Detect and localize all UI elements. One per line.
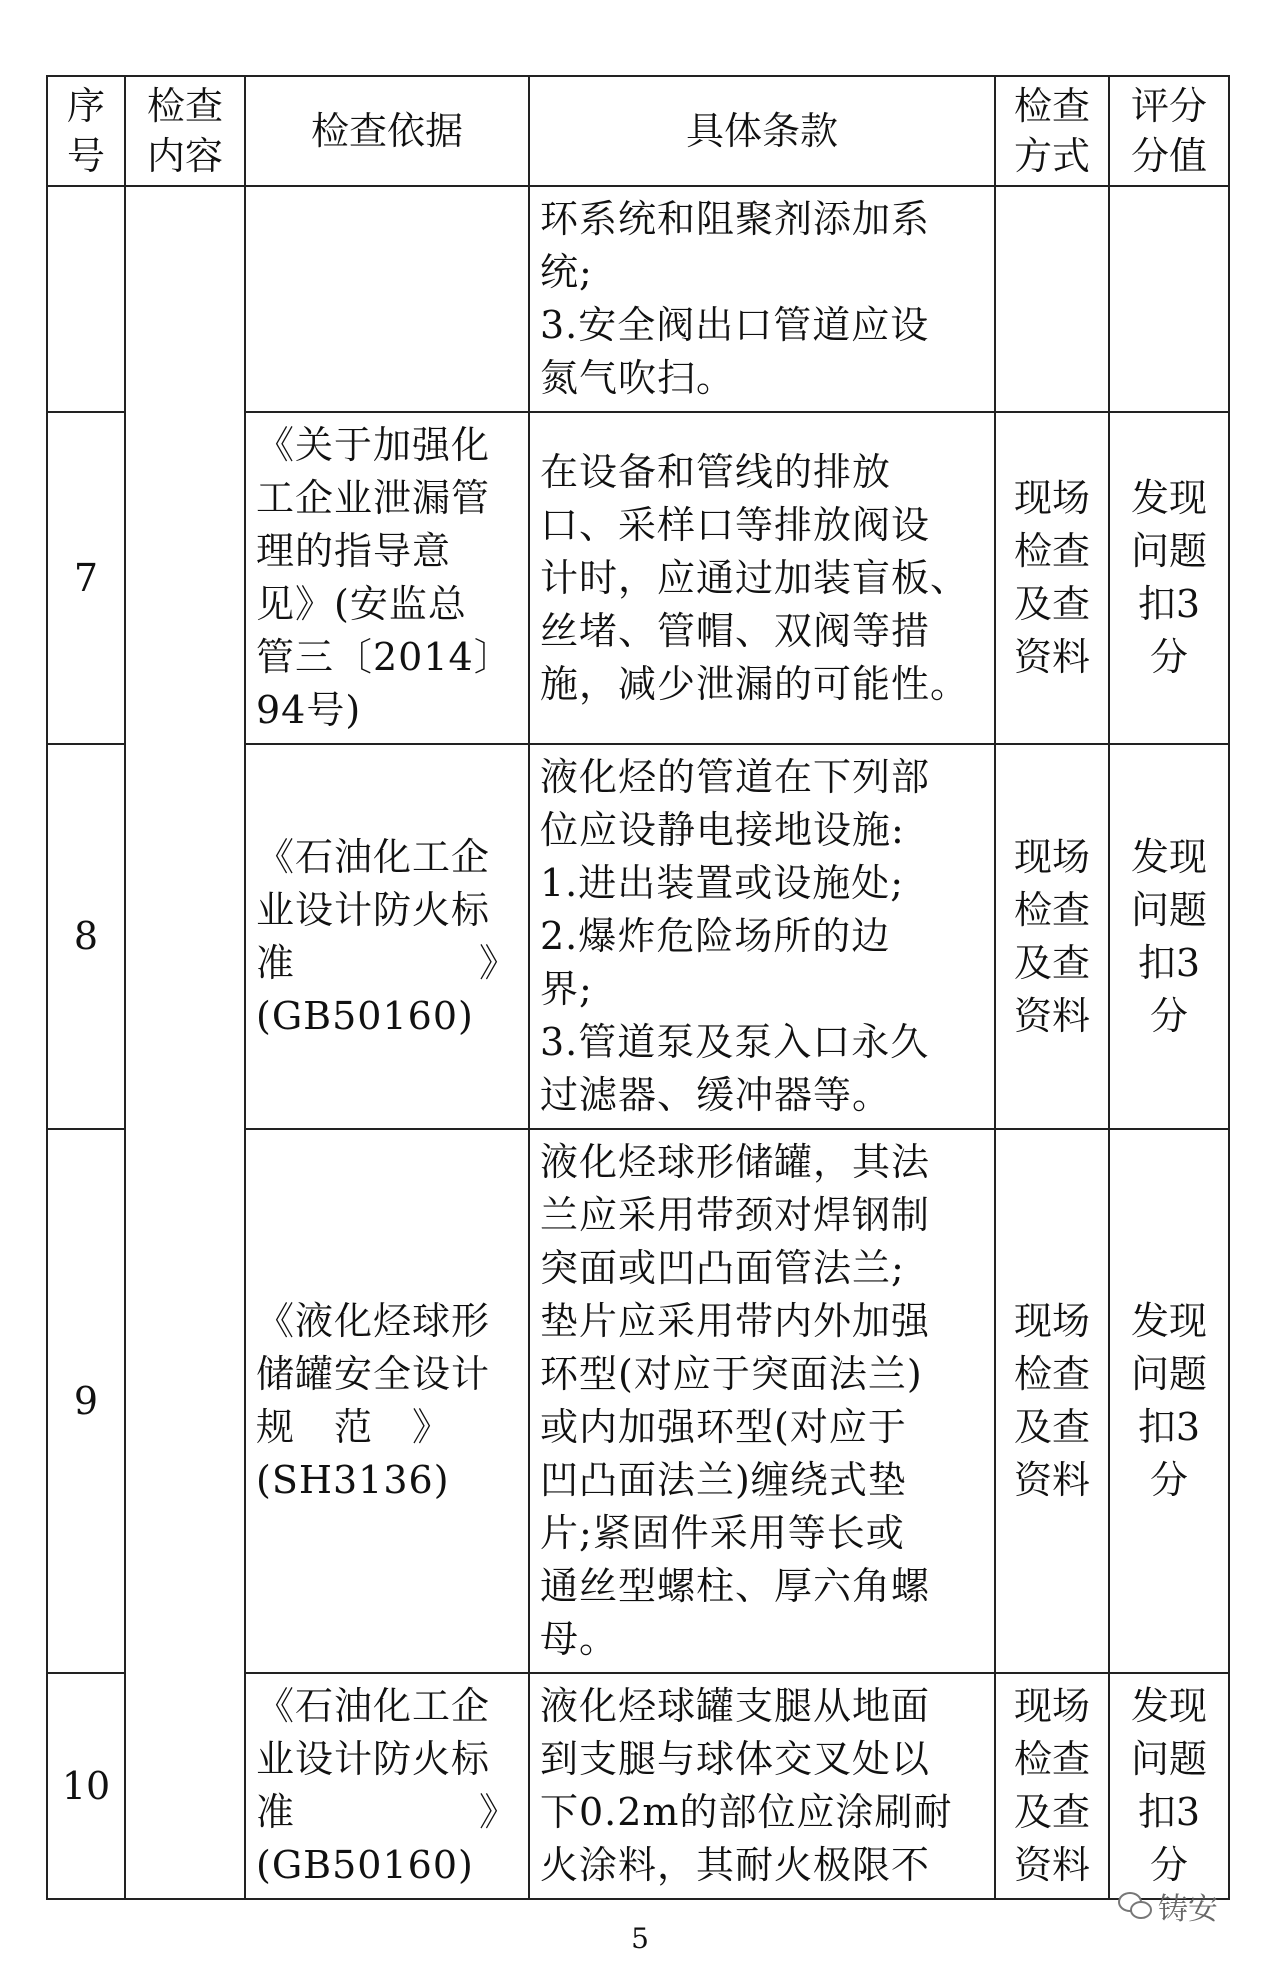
row-clause: 环系统和阻聚剂添加系 统; 3.安全阀出口管道应设 氮气吹扫。 bbox=[529, 186, 995, 412]
row-clause: 在设备和管线的排放 口、采样口等排放阀设 计时，应通过加装盲板、 丝堵、管帽、双阀等措 施，减少泄漏的可能性。 bbox=[529, 412, 995, 744]
row-clause: 液化烃球形储罐，其法 兰应采用带颈对焊钢制 突面或凹凸面管法兰; 垫片应采用带内外加强 环型(对应于突面法兰) 或内加强环型(对应于 凹凸面法兰)缠绕式垫 片;紧固件采用等长或 通丝型螺柱、厚六角螺 母。 bbox=[529, 1129, 995, 1673]
row-method: 现场 检查 及查 资料 bbox=[995, 412, 1109, 744]
row-seq: 7 bbox=[47, 412, 125, 744]
row-method: 现场 检查 及查 资料 bbox=[995, 1673, 1109, 1899]
header-basis: 检查依据 bbox=[245, 76, 529, 186]
row-seq: 9 bbox=[47, 1129, 125, 1673]
row-method bbox=[995, 186, 1109, 412]
header-seq: 序 号 bbox=[47, 76, 125, 186]
header-clause: 具体条款 bbox=[529, 76, 995, 186]
row-clause: 液化烃球罐支腿从地面 到支腿与球体交叉处以 下0.2m的部位应涂刷耐 火涂料，其耐火极限不 bbox=[529, 1673, 995, 1899]
row-seq: 8 bbox=[47, 744, 125, 1129]
row-score: 发现 问题 扣3 分 bbox=[1109, 1673, 1229, 1899]
header-content: 检查 内容 bbox=[125, 76, 245, 186]
row-seq: 10 bbox=[47, 1673, 125, 1899]
inspection-table bbox=[46, 75, 1230, 1900]
row-score: 发现 问题 扣3 分 bbox=[1109, 412, 1229, 744]
row-basis: 《石油化工企 业设计防火标 准》(GB50160) bbox=[245, 744, 529, 1129]
header-score: 评分 分值 bbox=[1109, 76, 1229, 186]
header-method: 检查 方式 bbox=[995, 76, 1109, 186]
row-basis: 《石油化工企 业设计防火标 准》(GB50160) bbox=[245, 1673, 529, 1899]
row-basis: 《关于加强化 工企业泄漏管 理的指导意 见》(安监总 管三〔2014〕 94号) bbox=[245, 412, 529, 744]
row-clause: 液化烃的管道在下列部 位应设静电接地设施: 1.进出装置或设施处; 2.爆炸危险场所的边 界; 3.管道泵及泵入口永久 过滤器、缓冲器等。 bbox=[529, 744, 995, 1129]
header-row bbox=[47, 76, 1229, 186]
row-basis: 《液化烃球形 储罐安全设计 规 范 》 (SH3136) bbox=[245, 1129, 529, 1673]
table-row bbox=[47, 186, 1229, 412]
watermark-text: 铸安 bbox=[1158, 1892, 1218, 1927]
row-score: 发现 问题 扣3 分 bbox=[1109, 744, 1229, 1129]
row-score: 发现 问题 扣3 分 bbox=[1109, 1129, 1229, 1673]
merged-content-cell bbox=[125, 186, 245, 1899]
row-method: 现场 检查 及查 资料 bbox=[995, 1129, 1109, 1673]
row-method: 现场 检查 及查 资料 bbox=[995, 744, 1109, 1129]
row-score bbox=[1109, 186, 1229, 412]
row-basis bbox=[245, 186, 529, 412]
page-number: 5 bbox=[631, 1922, 649, 1955]
row-seq bbox=[47, 186, 125, 412]
wechat-icon bbox=[1118, 1892, 1152, 1920]
